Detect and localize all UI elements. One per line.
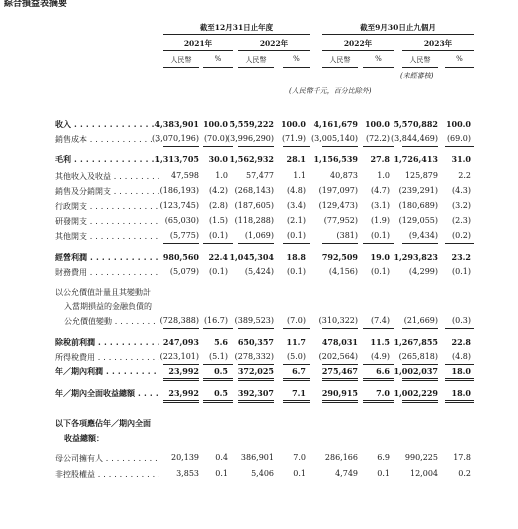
percent-cell: 0.1 <box>293 469 306 478</box>
amount-cell: (3,070,196) <box>152 134 199 143</box>
percent-cell: (0.1) <box>209 267 228 276</box>
amount-cell: 392,307 <box>237 388 274 398</box>
percent-cell: 0.4 <box>215 453 228 462</box>
percent-cell: (71.9) <box>281 134 306 143</box>
total-rule <box>238 146 274 147</box>
unit-rule <box>445 67 474 68</box>
amount-cell: (278,332) <box>234 352 274 361</box>
total-rule <box>203 243 233 244</box>
total-rule <box>283 328 310 329</box>
amount-cell: 1,293,823 <box>393 252 438 262</box>
table-row <box>0 119 518 131</box>
percent-cell: (4.2) <box>209 186 228 195</box>
percent-cell: 0.1 <box>377 469 390 478</box>
total-rule <box>238 378 274 381</box>
percent-cell: 100.0 <box>280 119 306 129</box>
total-rule <box>203 378 233 381</box>
total-rule <box>363 243 394 244</box>
percent-cell: (2.3) <box>452 216 471 225</box>
percent-cell: 1.1 <box>293 171 306 180</box>
percent-cell: 28.1 <box>286 154 306 164</box>
table-row <box>0 267 518 279</box>
amount-cell: 1,156,539 <box>313 154 358 164</box>
percent-cell: (0.3) <box>452 316 471 325</box>
table-row <box>0 453 518 465</box>
year-rule <box>402 50 474 51</box>
amount-cell: (187,605) <box>234 201 274 210</box>
total-rule <box>283 400 310 403</box>
percent-cell: 5.6 <box>214 337 228 347</box>
row-label: 經營利潤 . . . <box>55 252 159 263</box>
amount-cell: 23,992 <box>168 388 199 398</box>
percent-cell: (3.2) <box>452 201 471 210</box>
amount-cell: 4,749 <box>335 469 358 478</box>
amount-cell: 478,031 <box>321 337 358 347</box>
total-rule <box>322 243 358 244</box>
total-rule <box>238 243 274 244</box>
amount-cell: (197,097) <box>318 186 358 195</box>
amount-cell: 40,873 <box>330 171 358 180</box>
total-rule <box>445 378 474 381</box>
percent-cell: (0.2) <box>452 231 471 240</box>
row-label: 其他收入及收益 . . . <box>55 171 159 182</box>
percent-cell: 7.0 <box>293 453 306 462</box>
year-2021: 2021年 <box>183 39 213 48</box>
total-rule <box>163 378 199 381</box>
total-rule <box>322 328 358 329</box>
unit-pct: % <box>456 55 463 63</box>
row-label: 所得稅費用 . . . <box>55 352 159 363</box>
percent-cell: (4.8) <box>287 186 306 195</box>
percent-cell: (7.0) <box>287 316 306 325</box>
unit-rmb: 人民幣 <box>170 56 192 64</box>
unit-rule <box>322 67 358 68</box>
percent-cell: (69.0) <box>446 134 471 143</box>
total-rule <box>322 400 358 403</box>
unit-note: (人民幣千元，百分比除外) <box>289 87 372 95</box>
table-row <box>0 316 518 328</box>
row-label: 除稅前利潤 . . . <box>55 337 159 348</box>
total-rule <box>445 243 474 244</box>
percent-cell: (4.8) <box>452 352 471 361</box>
table-row <box>0 231 518 243</box>
row-label: 收益總額： <box>64 433 104 443</box>
amount-cell: 290,915 <box>321 388 358 398</box>
amount-cell: 4,383,901 <box>154 119 199 129</box>
unit-rule <box>163 67 199 68</box>
percent-cell: 1.0 <box>377 171 390 180</box>
header-rule <box>163 34 310 35</box>
amount-cell: 3,853 <box>176 469 199 478</box>
percent-cell: 18.0 <box>451 366 471 376</box>
table-row <box>0 337 518 349</box>
percent-cell: 17.8 <box>453 453 471 462</box>
percent-cell: (2.8) <box>209 201 228 210</box>
amount-cell: 792,509 <box>321 252 358 262</box>
total-rule <box>283 364 310 365</box>
total-rule <box>363 364 394 365</box>
percent-cell: 19.0 <box>370 252 390 262</box>
table-row <box>0 154 518 166</box>
amount-cell: (123,745) <box>159 201 199 210</box>
row-label: 行政開支 . . . <box>55 201 159 212</box>
amount-cell: (5,424) <box>244 267 274 276</box>
nine-months-header: 截至9月30日止九個月 <box>360 23 436 32</box>
percent-cell: 6.7 <box>292 366 306 376</box>
percent-cell: 100.0 <box>202 119 228 129</box>
percent-cell: (0.1) <box>371 267 390 276</box>
total-rule <box>203 364 233 365</box>
percent-cell: (0.1) <box>371 231 390 240</box>
total-rule <box>402 400 438 403</box>
year-2022-full: 2022年 <box>259 39 289 48</box>
percent-cell: (2.1) <box>287 216 306 225</box>
unit-rmb: 人民幣 <box>245 56 267 64</box>
table-row <box>0 352 518 364</box>
table-row <box>0 287 518 299</box>
unit-rmb: 人民幣 <box>329 56 351 64</box>
total-rule <box>238 328 274 329</box>
amount-cell: (381) <box>336 231 358 240</box>
amount-cell: 286,166 <box>324 453 358 462</box>
row-label: 公允價值變動 . . . <box>64 316 159 327</box>
table-row <box>0 366 518 378</box>
percent-cell: (16.7) <box>203 316 228 325</box>
amount-cell: 125,879 <box>404 171 438 180</box>
unit-pct: % <box>375 55 382 63</box>
row-label: 研發開支 . . . <box>55 216 159 227</box>
row-label: 財務費用 . . . <box>55 267 159 278</box>
total-rule <box>363 400 394 403</box>
percent-cell: 0.5 <box>214 388 228 398</box>
amount-cell: (268,143) <box>234 186 274 195</box>
total-rule <box>283 378 310 381</box>
total-rule <box>163 243 199 244</box>
total-rule <box>203 146 233 147</box>
amount-cell: 20,139 <box>171 453 199 462</box>
amount-cell: (223,101) <box>159 352 199 361</box>
total-rule <box>163 328 199 329</box>
amount-cell: 990,225 <box>404 453 438 462</box>
year-rule <box>238 50 310 51</box>
unit-pct: % <box>214 55 222 63</box>
table-row <box>0 171 518 183</box>
percent-cell: 22.8 <box>451 337 471 347</box>
total-rule <box>445 328 474 329</box>
table-row <box>0 418 518 430</box>
amount-cell: (728,388) <box>159 316 199 325</box>
table-row <box>0 201 518 213</box>
percent-cell: 23.2 <box>451 252 471 262</box>
percent-cell: 6.9 <box>377 453 390 462</box>
amount-cell: (265,818) <box>398 352 438 361</box>
total-rule <box>163 400 199 403</box>
amount-cell: 1,313,705 <box>154 154 199 164</box>
total-rule <box>283 146 310 147</box>
percent-cell: 0.2 <box>458 469 471 478</box>
total-rule <box>203 328 233 329</box>
amount-cell: 1,726,413 <box>393 154 438 164</box>
percent-cell: (4.9) <box>371 352 390 361</box>
amount-cell: (129,473) <box>318 201 358 210</box>
amount-cell: (4,299) <box>408 267 438 276</box>
table-row <box>0 186 518 198</box>
percent-cell: 100.0 <box>445 119 471 129</box>
percent-cell: 22.4 <box>208 252 228 262</box>
total-rule <box>445 146 474 147</box>
amount-cell: (180,689) <box>398 201 438 210</box>
percent-cell: 11.5 <box>370 337 390 347</box>
percent-cell: (5.0) <box>287 352 306 361</box>
unit-rule <box>238 67 274 68</box>
amount-cell: 372,025 <box>237 366 274 376</box>
total-rule <box>402 364 438 365</box>
unit-rule <box>363 67 394 68</box>
amount-cell: (118,288) <box>234 216 274 225</box>
total-rule <box>402 328 438 329</box>
amount-cell: (5,775) <box>169 231 199 240</box>
amount-cell: 247,093 <box>162 337 199 347</box>
amount-cell: (310,322) <box>318 316 358 325</box>
table-row <box>0 388 518 400</box>
percent-cell: (3.4) <box>287 201 306 210</box>
percent-cell: 27.8 <box>370 154 390 164</box>
row-label: 非控股權益 . . . <box>55 469 159 480</box>
amount-cell: 23,992 <box>168 366 199 376</box>
total-rule <box>322 364 358 365</box>
amount-cell: 980,560 <box>162 252 199 262</box>
percent-cell: 2.2 <box>458 171 471 180</box>
total-rule <box>402 243 438 244</box>
table-row <box>0 301 518 313</box>
percent-cell: (3.1) <box>371 201 390 210</box>
amount-cell: (3,844,469) <box>391 134 438 143</box>
amount-cell: 5,570,882 <box>393 119 438 129</box>
amount-cell: (5,079) <box>169 267 199 276</box>
amount-cell: 650,357 <box>237 337 274 347</box>
table-row <box>0 134 518 146</box>
row-label: 年／期內全面收益總額 . . . <box>55 388 159 399</box>
percent-cell: 18.0 <box>451 388 471 398</box>
percent-cell: 100.0 <box>364 119 390 129</box>
year-rule <box>322 50 394 51</box>
unit-rule <box>203 67 233 68</box>
table-row <box>0 469 518 481</box>
amount-cell: 4,161,679 <box>313 119 358 129</box>
amount-cell: (186,193) <box>159 186 199 195</box>
amount-cell: (1,069) <box>244 231 274 240</box>
amount-cell: 1,267,855 <box>393 337 438 347</box>
percent-cell: (4.3) <box>452 186 471 195</box>
amount-cell: (389,523) <box>234 316 274 325</box>
amount-cell: (4,156) <box>328 267 358 276</box>
header-rule <box>322 34 474 35</box>
total-rule <box>203 400 233 403</box>
percent-cell: 1.0 <box>215 171 228 180</box>
percent-cell: (70.0) <box>203 134 228 143</box>
year-rule <box>163 50 233 51</box>
year-2022-nine: 2022年 <box>343 39 373 48</box>
total-rule <box>402 378 438 381</box>
total-rule <box>163 364 199 365</box>
unaudited-note: (未經審核) <box>400 72 434 80</box>
percent-cell: 0.5 <box>214 366 228 376</box>
amount-cell: (3,996,290) <box>227 134 274 143</box>
amount-cell: 12,004 <box>410 469 438 478</box>
percent-cell: 7.1 <box>292 388 306 398</box>
year-2023: 2023年 <box>423 39 453 48</box>
percent-cell: 18.8 <box>286 252 306 262</box>
amount-cell: 1,045,304 <box>229 252 274 262</box>
percent-cell: (72.2) <box>365 134 390 143</box>
percent-cell: 7.0 <box>376 388 390 398</box>
row-label: 銷售及分銷開支 . . . <box>55 186 159 197</box>
unit-rmb: 人民幣 <box>409 56 431 64</box>
row-label: 母公司擁有人 . . . <box>55 453 159 464</box>
percent-cell: 11.7 <box>286 337 306 347</box>
amount-cell: (21,669) <box>403 316 438 325</box>
amount-cell: (129,055) <box>398 216 438 225</box>
total-rule <box>402 146 438 147</box>
page-title: 綜合損益表摘要 <box>4 0 68 9</box>
full-year-header: 截至12月31日止年度 <box>199 23 274 32</box>
unit-rule <box>283 67 310 68</box>
total-rule <box>363 378 394 381</box>
percent-cell: (4.7) <box>371 186 390 195</box>
total-rule <box>445 400 474 403</box>
amount-cell: (77,952) <box>323 216 358 225</box>
amount-cell: 1,002,229 <box>393 388 438 398</box>
table-row <box>0 433 518 445</box>
percent-cell: 0.1 <box>215 469 228 478</box>
percent-cell: (1.5) <box>209 216 228 225</box>
total-rule <box>322 378 358 381</box>
amount-cell: 275,467 <box>321 366 358 376</box>
row-label: 收入 . . . <box>55 119 159 130</box>
amount-cell: (65,030) <box>164 216 199 225</box>
amount-cell: (3,005,140) <box>311 134 358 143</box>
total-rule <box>163 146 199 147</box>
amount-cell: 5,406 <box>251 469 274 478</box>
row-label: 其他開支 . . . <box>55 231 159 242</box>
row-label: 以公允價值計量且其變動計 <box>55 288 151 297</box>
total-rule <box>238 364 274 365</box>
total-rule <box>283 243 310 244</box>
percent-cell: (0.1) <box>287 267 306 276</box>
percent-cell: (1.9) <box>371 216 390 225</box>
amount-cell: (9,434) <box>408 231 438 240</box>
amount-cell: 57,477 <box>246 171 274 180</box>
amount-cell: 1,562,932 <box>229 154 274 164</box>
total-rule <box>363 146 394 147</box>
row-label: 毛利 . . . <box>55 154 159 165</box>
total-rule <box>238 400 274 403</box>
table-row <box>0 216 518 228</box>
total-rule <box>445 364 474 365</box>
unit-pct: % <box>293 55 300 63</box>
percent-cell: 6.6 <box>376 366 390 376</box>
amount-cell: 5,559,222 <box>229 119 274 129</box>
amount-cell: 386,901 <box>240 453 274 462</box>
row-label: 以下各項應佔年／期內全面 <box>55 418 151 428</box>
unit-rule <box>402 67 438 68</box>
percent-cell: (0.1) <box>209 231 228 240</box>
row-label: 入當期損益的金融負債的 <box>64 302 152 311</box>
table-row <box>0 252 518 264</box>
amount-cell: 1,002,037 <box>393 366 438 376</box>
percent-cell: 30.0 <box>208 154 228 164</box>
amount-cell: (239,291) <box>398 186 438 195</box>
total-rule <box>322 146 358 147</box>
total-rule <box>363 328 394 329</box>
percent-cell: (5.1) <box>209 352 228 361</box>
percent-cell: (0.1) <box>452 267 471 276</box>
amount-cell: (202,564) <box>318 352 358 361</box>
row-label: 年／期內利潤 . . . <box>55 366 159 377</box>
percent-cell: (7.4) <box>371 316 390 325</box>
percent-cell: 31.0 <box>451 154 471 164</box>
amount-cell: 47,598 <box>171 171 199 180</box>
row-label: 銷售成本 . . . <box>55 134 159 145</box>
percent-cell: (0.1) <box>287 231 306 240</box>
